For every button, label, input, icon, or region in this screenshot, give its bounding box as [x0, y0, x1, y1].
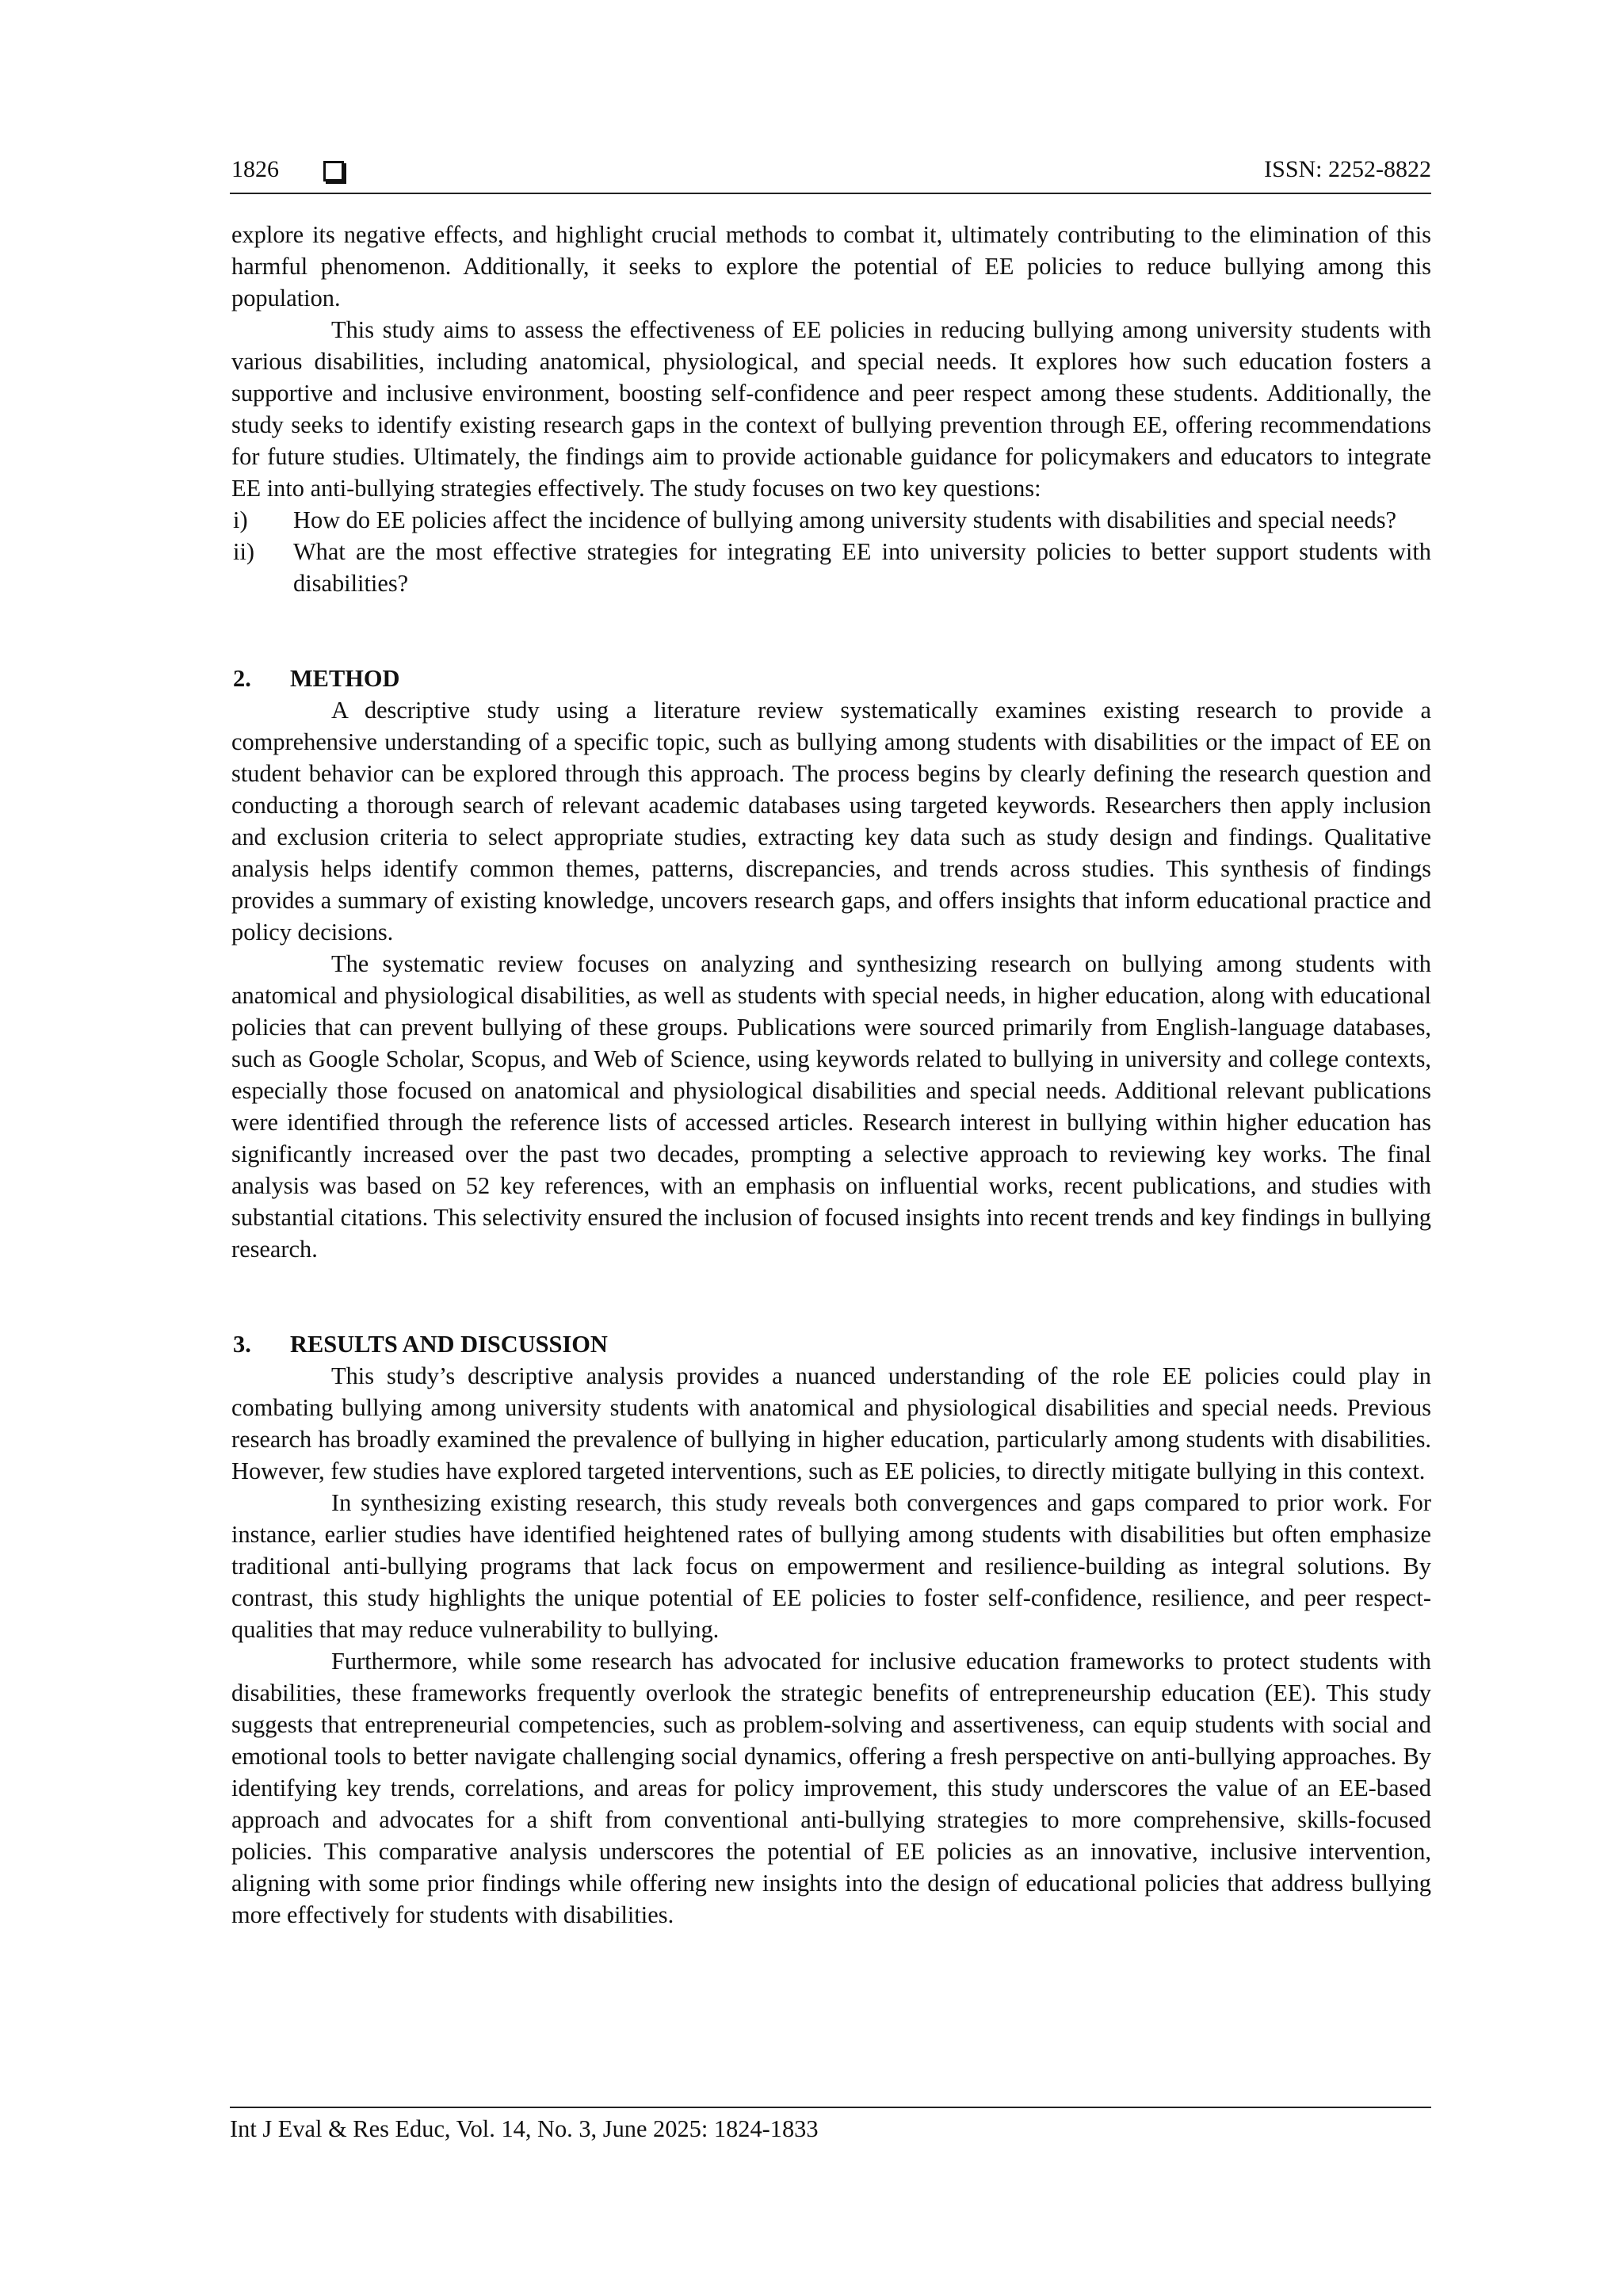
section-number: 2. [233, 665, 251, 692]
section-title: RESULTS AND DISCUSSION [290, 1331, 608, 1358]
section-number: 3. [233, 1331, 251, 1358]
question-marker: ii) [233, 538, 255, 565]
page-body [231, 219, 1431, 1931]
section-title: METHOD [290, 665, 400, 692]
journal-citation: Int J Eval & Res Educ, Vol. 14, No. 3, June 2025: 1824-1833 [230, 2115, 819, 2142]
intro-paragraph-1: explore its negative effects, and highlight crucial methods to combat it, ultimately contributing to the elimination of this harmful phenomenon. Additionally, it seeks to explore the potential of EE policies to reduce bullying among this population. [231, 221, 1431, 311]
intro-paragraph-2: This study aims to assess the effectiveness of EE policies in reducing bullying among university students with various disabilities, including anatomical, physiological, and special needs. It explores how such education fosters a supportive and inclusive environment, boosting self-confidence and peer respect among these students. Additionally, the study seeks to identify existing research gaps in the context of bullying prevention through EE, offering recommendations for future studies. Ultimately, the findings aim to provide actionable guidance for policymakers and educators to integrate EE into anti-bullying strategies effectively. The study focuses on two key questions: [231, 316, 1431, 502]
question-marker: i) [233, 506, 248, 533]
issn: ISSN: 2252-8822 [1264, 156, 1431, 182]
page-header [230, 155, 1431, 194]
question-item [231, 504, 1431, 536]
results-paragraph-1: This study’s descriptive analysis provides a nuanced understanding of the role EE policies could play in combating bullying among university students with anatomical and physiological disabilities and special needs. Previous research has broadly examined the prevalence of bullying in higher education, particularly among students with disabilities. However, few studies have explored targeted interventions, such as EE policies, to directly mitigate bullying in this context. [231, 1362, 1431, 1484]
page-footer [230, 2107, 1431, 2145]
page-number: 1826 [231, 156, 279, 182]
results-heading [231, 1328, 1431, 1360]
method-paragraph-1: A descriptive study using a literature review systematically examines existing research to provide a comprehensive understanding of a specific topic, such as bullying among students with disabilities or the impact of EE on student behavior can be explored through this approach. The process begins by clearly defining the research question and conducting a thorough search of relevant academic databases using targeted keywords. Researchers then apply inclusion and exclusion criteria to select appropriate studies, extracting key data such as study design and findings. Qualitative analysis helps identify common themes, patterns, discrepancies, and trends across studies. This synthesis of findings provides a summary of existing knowledge, uncovers research gaps, and offers insights that inform educational practice and policy decisions. [231, 697, 1431, 946]
method-heading [231, 663, 1431, 694]
method-paragraph-2: The systematic review focuses on analyzing and synthesizing research on bullying among students with anatomical and physiological disabilities, as well as students with special needs, in higher education, along with educational policies that can prevent bullying of these groups. Publications were sourced primarily from English-language databases, such as Google Scholar, Scopus, and Web of Science, using keywords related to bullying in university and college contexts, especially those focused on anatomical and physiological disabilities and special needs. Additional relevant publications were identified through the reference lists of accessed articles. Research interest in bullying within higher education has significantly increased over the past two decades, prompting a selective approach to reviewing key works. The final analysis was based on 52 key references, with an emphasis on influential works, recent publications, and studies with substantial citations. This selectivity ensured the inclusion of focused insights into recent trends and key findings in bullying research. [231, 950, 1431, 1263]
question-text: What are the most effective strategies for integrating EE into university policies to better support students with disabilities? [293, 538, 1431, 597]
results-paragraph-3: Furthermore, while some research has advocated for inclusive education frameworks to protect students with disabilities, these frameworks frequently overlook the strategic benefits of entrepreneurship education (EE). This study suggests that entrepreneurial competencies, such as problem-solving and assertiveness, can equip students with social and emotional tools to better navigate challenging social dynamics, offering a fresh perspective on anti-bullying approaches. By identifying key trends, correlations, and areas for policy improvement, this study underscores the value of an EE-based approach and advocates for a shift from conventional anti-bullying strategies to more comprehensive, skills-focused policies. This comparative analysis underscores the potential of EE policies as an innovative, inclusive intervention, aligning with some prior findings while offering new insights into the design of educational policies that address bullying more effectively for students with disabilities. [231, 1648, 1431, 1928]
question-text: How do EE policies affect the incidence of bullying among university students with disabilities and special needs? [293, 506, 1397, 533]
research-questions [231, 504, 1431, 599]
results-paragraph-2: In synthesizing existing research, this study reveals both convergences and gaps compared to prior work. For instance, earlier studies have identified heightened rates of bullying among students with disabilities but often emphasize traditional anti-bullying programs that lack focus on empowerment and resilience-building as integral solutions. By contrast, this study highlights the unique potential of EE policies to foster self-confidence, resilience, and peer respect-qualities that may reduce vulnerability to bullying. [231, 1489, 1431, 1643]
question-item [231, 536, 1431, 599]
box-icon [323, 161, 344, 181]
